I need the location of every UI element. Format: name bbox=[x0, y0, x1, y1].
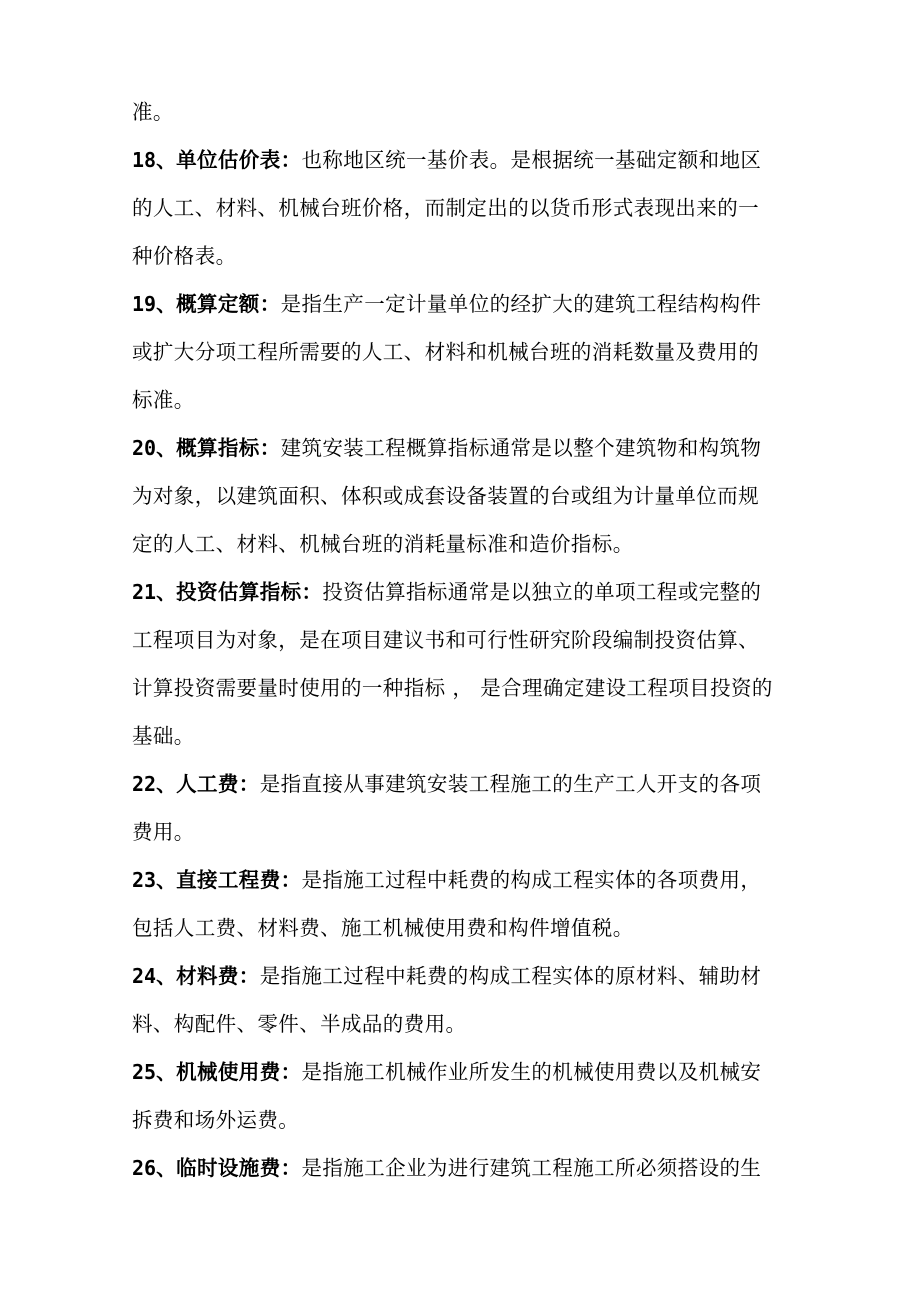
entry-20-text: 建筑安装工程概算指标通常是以整个建筑物和构筑物 bbox=[280, 436, 762, 460]
entry-20-line-2: 为对象，以建筑面积、体积或成套设备装置的台或组为计量单位而规 bbox=[132, 484, 759, 508]
entry-22-line-2: 费用。 bbox=[132, 820, 195, 844]
entry-19-term: 概算定额 bbox=[176, 292, 260, 316]
entry-19-number: 19、 bbox=[132, 292, 177, 316]
entry-22-text: 是指直接从事建筑安装工程施工的生产工人开支的各项 bbox=[259, 772, 762, 796]
entry-25-line-2: 拆费和场外运费。 bbox=[132, 1108, 300, 1132]
entry-26-number: 26、 bbox=[132, 1156, 177, 1180]
entry-23-number: 23、 bbox=[132, 868, 177, 892]
entry-21-line-3: 计算投资需要量时使用的一种指标 ， 是合理确定建设工程项目投资的 bbox=[132, 676, 773, 700]
entry-22-colon: ： bbox=[238, 772, 260, 796]
entry-21-number: 21、 bbox=[132, 580, 177, 604]
entry-26-term: 临时设施费 bbox=[176, 1156, 281, 1180]
entry-19-text: 是指生产一定计量单位的经扩大的建筑工程结构构件 bbox=[280, 292, 762, 316]
entry-19-line-3: 标准。 bbox=[132, 388, 195, 412]
entry-18-number: 18、 bbox=[132, 148, 177, 172]
entry-18-colon: ： bbox=[280, 148, 302, 172]
entry-24-text: 是指施工过程中耗费的构成工程实体的原材料、辅助材 bbox=[259, 964, 762, 988]
entry-23-line-1 bbox=[132, 856, 812, 904]
entry-21-colon: ： bbox=[301, 580, 323, 604]
entry-18-text: 也称地区统一基价表。是根据统一基础定额和地区 bbox=[301, 148, 762, 172]
entry-25-colon: ： bbox=[280, 1060, 302, 1084]
entry-24-number: 24、 bbox=[132, 964, 177, 988]
entry-19-line-2: 或扩大分项工程所需要的人工、材料和机械台班的消耗数量及费用的 bbox=[132, 340, 759, 364]
entry-25-line-1 bbox=[132, 1048, 812, 1096]
entry-21-term: 投资估算指标 bbox=[176, 580, 302, 604]
entry-22-term: 人工费 bbox=[176, 772, 239, 796]
entry-21-line-4: 基础。 bbox=[132, 724, 195, 748]
entry-22-line-1 bbox=[132, 760, 812, 808]
entry-20-line-1 bbox=[132, 424, 812, 472]
entry-21-line-1 bbox=[132, 568, 812, 616]
entry-26-text: 是指施工企业为进行建筑工程施工所必须搭设的生 bbox=[301, 1156, 762, 1180]
entry-19-line-1 bbox=[132, 280, 812, 328]
entry-18-line-1 bbox=[132, 136, 812, 184]
entry-24-line-2: 料、构配件、零件、半成品的费用。 bbox=[132, 1012, 467, 1036]
entry-20-colon: ： bbox=[259, 436, 281, 460]
entry-20-term: 概算指标 bbox=[176, 436, 260, 460]
entry-21-text: 投资估算指标通常是以独立的单项工程或完整的 bbox=[322, 580, 762, 604]
entry-18-term: 单位估价表 bbox=[176, 148, 281, 172]
carry-over-text: 准。 bbox=[132, 100, 174, 124]
entry-23-line-2: 包括人工费、材料费、施工机械使用费和构件增值税。 bbox=[132, 916, 634, 940]
entry-24-line-1 bbox=[132, 952, 812, 1000]
entry-24-colon: ： bbox=[238, 964, 260, 988]
entry-25-number: 25、 bbox=[132, 1060, 177, 1084]
entry-21-line-2: 工程项目为对象，是在项目建议书和可行性研究阶段编制投资估算、 bbox=[132, 628, 759, 652]
entry-25-text: 是指施工机械作业所发生的机械使用费以及机械安 bbox=[301, 1060, 762, 1084]
entry-25-term: 机械使用费 bbox=[176, 1060, 281, 1084]
entry-23-text: 是指施工过程中耗费的构成工程实体的各项费用， bbox=[301, 868, 762, 892]
entry-20-number: 20、 bbox=[132, 436, 177, 460]
entry-18-line-2: 的人工、材料、机械台班价格，而制定出的以货币形式表现出来的一 bbox=[132, 196, 759, 220]
entry-26-colon: ： bbox=[280, 1156, 302, 1180]
document-page bbox=[132, 88, 812, 1192]
entry-23-colon: ： bbox=[280, 868, 302, 892]
entry-23-term: 直接工程费 bbox=[176, 868, 281, 892]
entry-26-line-1 bbox=[132, 1144, 812, 1192]
entry-20-line-3: 定的人工、材料、机械台班的消耗量标准和造价指标。 bbox=[132, 532, 634, 556]
entry-19-colon: ： bbox=[259, 292, 281, 316]
entry-24-term: 材料费 bbox=[176, 964, 239, 988]
entry-22-number: 22、 bbox=[132, 772, 177, 796]
entry-18-line-3: 种价格表。 bbox=[132, 244, 237, 268]
